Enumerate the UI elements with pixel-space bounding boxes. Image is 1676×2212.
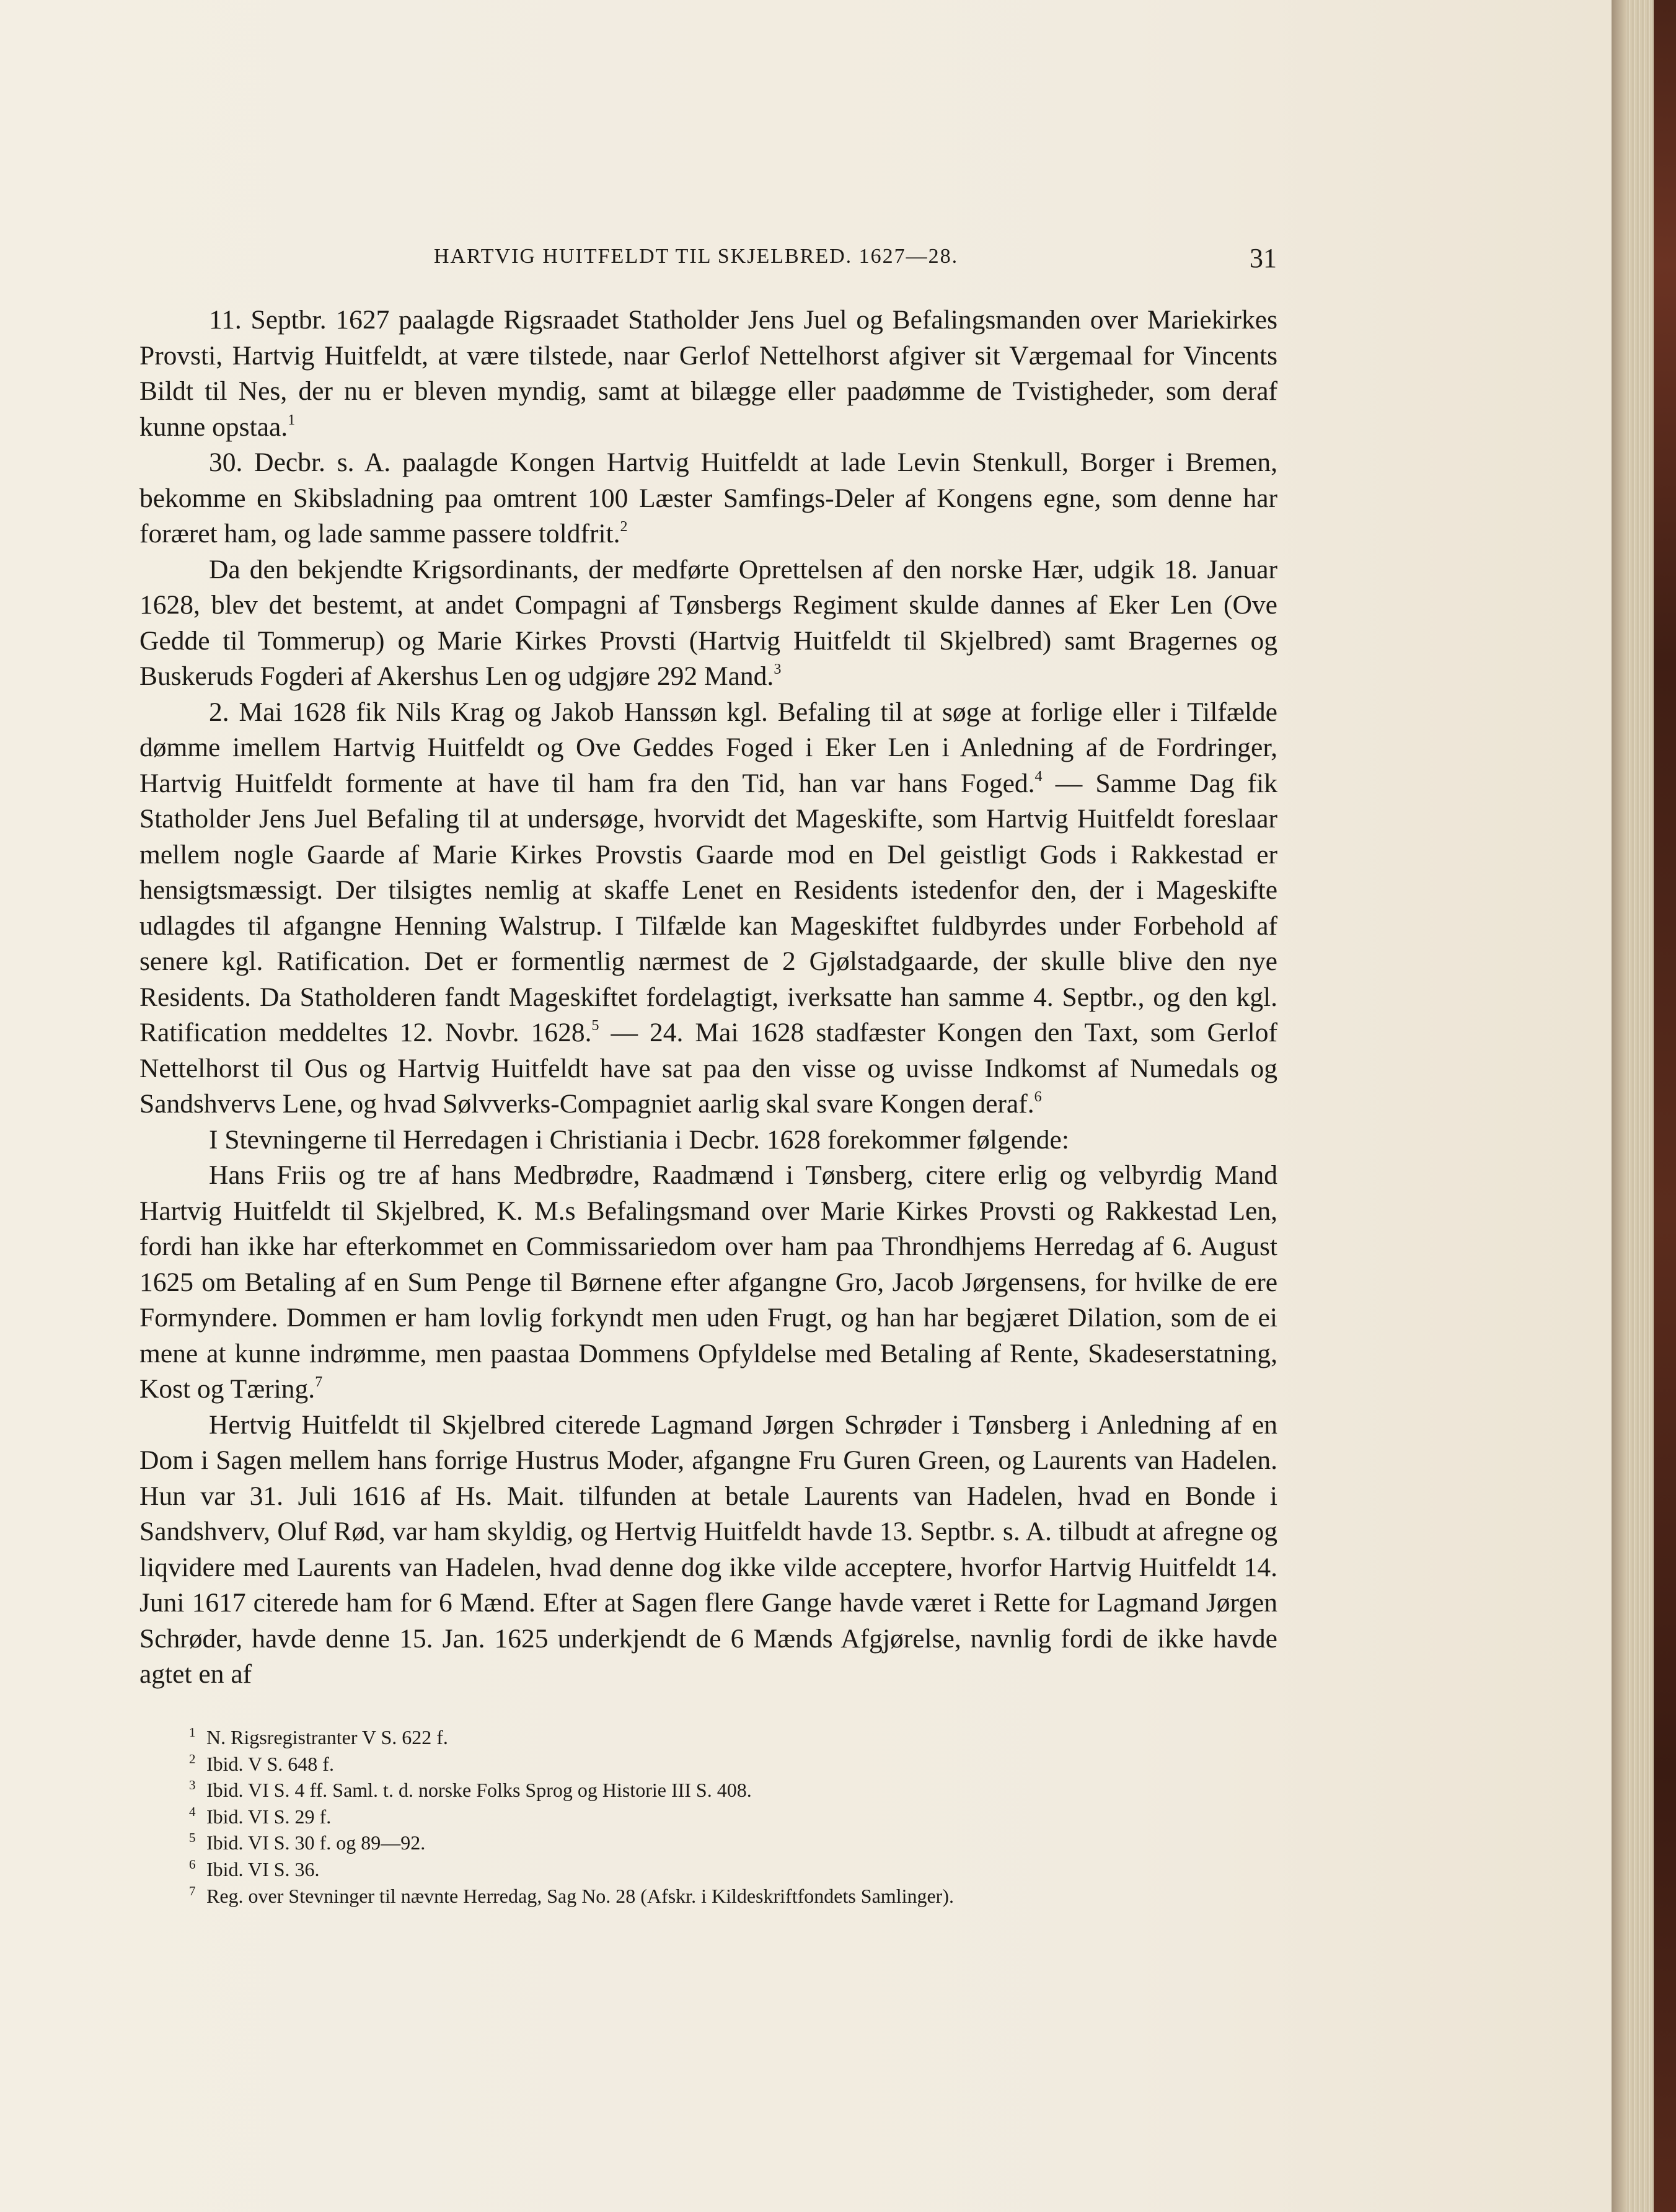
footnote-ref: 7 [315, 1374, 323, 1390]
page-number: 31 [1250, 243, 1277, 273]
paragraph: 30. Decbr. s. A. paalagde Kongen Hartvig Huitfeldt at lade Levin Stenkull, Borger i Bremen, bekomme en Skibsladning paa omtrent 100 Læster Samfings-Deler af Kongens egne, som denne har foræret ham, og lade samme passere toldfrit.$^2$ [139, 447, 1277, 549]
paragraph: Hans Friis og tre af hans Medbrødre, Raadmænd i Tønsberg, citere erlig og velbyrdig Mand Hartvig Huitfeldt til Skjelbred, K. M.s Befalingsmand over Marie Kirkes Provsti og Rakkestad Len, fordi han ikke har efterkommet en Commissariedom over ham paa Throndhjems Herredag af 6. August 1625 om Betaling af en Sum Penge til Børnene efter afgangne Gro, Jacob Jørgensens, for hvilke de ere Formyndere. Dommen er ham lovlig forkyndt men uden Frugt, og han har begjæret Dilation, som de ei mene at kunne indrømme, men paastaa Dommens Opfyldelse med Betaling af Rente, Skadeserstatning, Kost og Tæring.$^7$ [139, 1160, 1277, 1404]
footnote: 1 N. Rigsregistranter V S. 622 f. [189, 1725, 448, 1748]
footnote-ref: 1 [288, 412, 296, 428]
footnote: 2 Ibid. V S. 648 f. [189, 1751, 334, 1775]
footnote: 7 Reg. over Stevninger til nævnte Herredag, Sag No. 28 (Afskr. i Kildeskriftfondets Samlinger). [189, 1883, 954, 1907]
footnote-ref: 3 [774, 661, 782, 677]
running-title: HARTVIG HUITFELDT TIL SKJELBRED. 1627—28. [434, 245, 959, 268]
footnote: 5 Ibid. VI S. 30 f. og 89—92. [189, 1830, 426, 1854]
footnote: 4 Ibid. VI S. 29 f. [189, 1804, 332, 1828]
paragraph: 2. Mai 1628 fik Nils Krag og Jakob Hanssøn kgl. Befaling til at søge at forlige eller i Tilfælde dømme imellem Hartvig Huitfeldt og Ove Geddes Foged i Eker Len i Anledning af de Fordringer, Hartvig Huitfeldt formente at have til ham fra den Tid, han var hans Foged.$^4$ — Samme Dag fik Statholder Jens Juel Befaling til at undersøge, hvorvidt det Mageskifte, som Hartvig Huitfeldt foreslaar mellem nogle Gaarde af Marie Kirkes Provstis Gaarde mod en Del geistligt Gods i Rakkestad er hensigtsmæssigt. Der tilsigtes nemlig at skaffe Lenet en Residents istedenfor den, der i Mageskifte udlagdes til afgangne Henning Walstrup. I Tilfælde kan Mageskiftet fuldbyrdes under Forbehold af senere kgl. Ratification. Det er formentlig nærmest de 2 Gjølstadgaarde, der skulle blive den nye Residents. Da Statholderen fandt Mageskiftet fordelagtigt, iverksatte han samme 4. Septbr., og den kgl. Ratification meddeltes 12. Novbr. 1628.$^5$ — 24. Mai 1628 stadfæster Kongen den Taxt, som Gerlof Nettelhorst til Ous og Hartvig Huitfeldt have sat paa den visse og uvisse Indkomst af Numedals og Sandshvervs Lene, og hvad Sølvverks-Compagniet aarlig skal svare Kongen deraf.$^6$ [139, 697, 1277, 1119]
footnotes [189, 1724, 1280, 1909]
paragraph: Da den bekjendte Krigsordinants, der medførte Oprettelsen af den norske Hær, udgik 18. Januar 1628, blev det bestemt, at andet Compagni af Tønsbergs Regiment skulde dannes af Eker Len (Ove Gedde til Tommerup) og Marie Kirkes Provsti (Hartvig Huitfeldt til Skjelbred) samt Bragernes og Buskeruds Fogderi af Akershus Len og udgjøre 292 Mand.$^3$ [139, 554, 1277, 691]
footnote-ref: 2 [620, 519, 628, 535]
body-text [139, 302, 1277, 1693]
book-binding [1654, 0, 1676, 2212]
footnote-ref: 4 [1034, 768, 1043, 785]
running-header [434, 243, 1277, 273]
paragraph: I Stevningerne til Herredagen i Christiania i Decbr. 1628 forekommer følgende: [209, 1124, 1069, 1155]
footnote: 6 Ibid. VI S. 36. [189, 1856, 320, 1880]
paragraph: Hertvig Huitfeldt til Skjelbred citerede Lagmand Jørgen Schrøder i Tønsberg i Anledning af en Dom i Sagen mellem hans forrige Hustrus Moder, afgangne Fru Guren Green, og Laurents van Hadelen. Hun var 31. Juli 1616 af Hs. Mait. tilfunden at betale Laurents van Hadelen, hvad en Bonde i Sandshverv, Oluf Rød, var ham skyldig, og Hertvig Huitfeldt havde 13. Septbr. s. A. tilbudt at afregne og liqvidere med Laurents van Hadelen, hvad denne dog ikke vilde acceptere, hvorfor Hartvig Huitfeldt 14. Juni 1617 citerede ham for 6 Mænd. Efter at Sagen flere Gange havde været i Rette for Lagmand Jørgen Schrøder, havde denne 15. Jan. 1625 underkjendt de 6 Mænds Afgjørelse, navnlig fordi de ikke havde agtet en af [139, 1409, 1277, 1689]
footnote-ref: 6 [1034, 1089, 1042, 1105]
footnote-ref: 5 [591, 1018, 599, 1034]
paragraph: 11. Septbr. 1627 paalagde Rigsraadet Statholder Jens Juel og Befalingsmanden over Mariekirkes Provsti, Hartvig Huitfeldt, at være tilstede, naar Gerlof Nettelhorst afgiver sit Værgemaal for Vincents Bildt til Nes, der nu er bleven myndig, samt at bilægge eller paadømme de Tvistigheder, som deraf kunne opstaa.$^1$ [139, 305, 1277, 442]
footnote: 3 Ibid. VI S. 4 ff. Saml. t. d. norske Folks Sprog og Historie III S. 408. [189, 1778, 752, 1802]
